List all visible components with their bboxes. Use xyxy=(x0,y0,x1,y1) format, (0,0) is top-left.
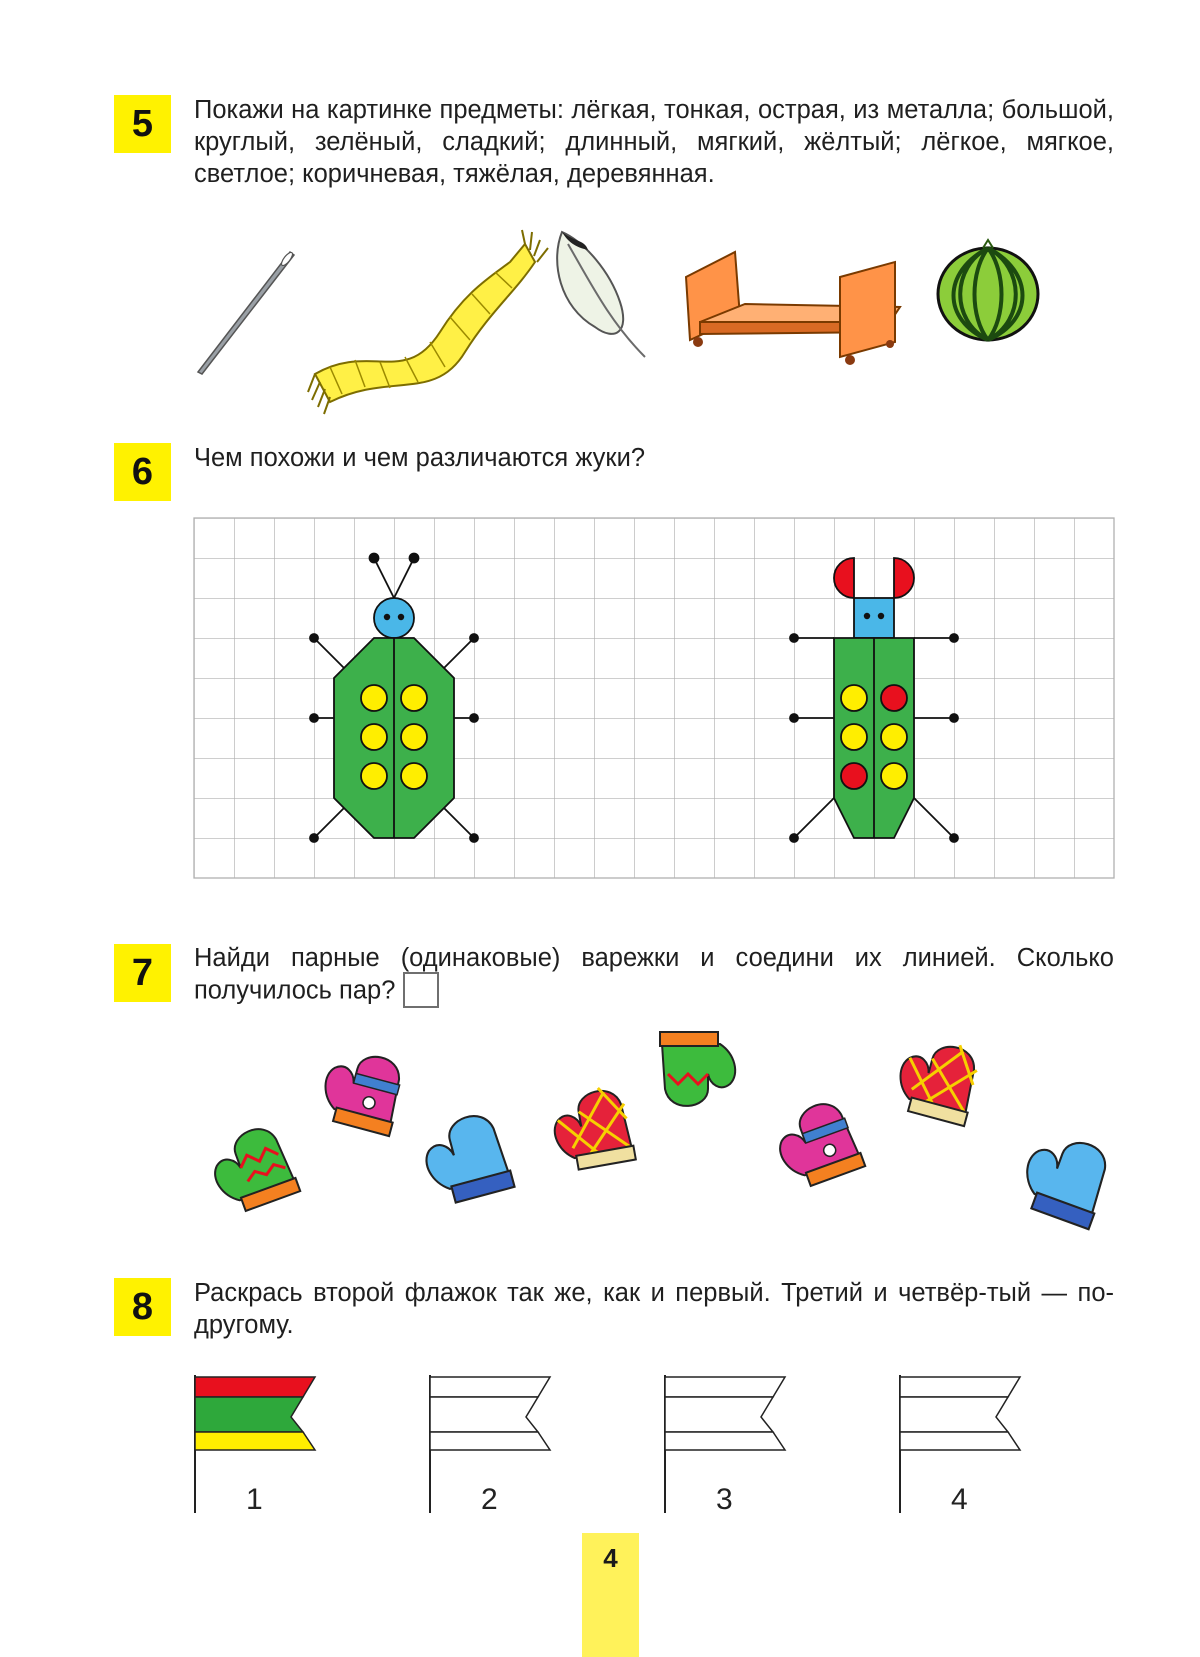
task-5-number: 5 xyxy=(114,95,171,153)
task-7-text xyxy=(194,942,1114,1010)
answer-box[interactable] xyxy=(403,972,439,1008)
mitten-red-plaid-2 xyxy=(891,1032,984,1126)
beetle-grid xyxy=(194,518,1114,878)
task-8-text: Раскрась второй флажок так же, как и первый. Третий и четвёр-тый — по-другому. xyxy=(194,1279,1114,1339)
task-7-number: 7 xyxy=(114,944,171,1002)
needle-illustration xyxy=(198,251,294,374)
mitten-green-2 xyxy=(660,1032,735,1106)
task-5-objects xyxy=(190,222,1110,417)
flag-3-label: 3 xyxy=(716,1483,733,1516)
page-number: 4 xyxy=(582,1533,639,1657)
task-7-text-content: Найди парные (одинаковые) варежки и соедини их линией. Сколько получилось пар? xyxy=(194,944,1114,1005)
mitten-green-1 xyxy=(204,1122,300,1217)
flags-row xyxy=(190,1375,1050,1515)
mitten-pink-2 xyxy=(769,1097,865,1192)
task-6-text: Чем похожи и чем различаются жуки? xyxy=(194,444,646,472)
flag-2-label: 2 xyxy=(481,1483,498,1516)
task-5-text: Покажи на картинке предметы: лёгкая, тонкая, острая, из металла; большой, круглый, зелёный, сладкий; длинный, мягкий, жёлтый; лёгкое, мягкое, светлое; коричневая, тяжёлая, деревянная. xyxy=(194,96,1114,188)
feather-illustration xyxy=(557,232,645,357)
mitten-pink-1 xyxy=(316,1045,408,1136)
task-8-number: 8 xyxy=(114,1278,171,1336)
scarf-illustration xyxy=(308,230,548,414)
task-6-number: 6 xyxy=(114,443,171,501)
mitten-red-plaid-1 xyxy=(548,1084,635,1173)
watermelon-illustration xyxy=(938,240,1038,340)
mittens-group xyxy=(190,1030,1110,1240)
flag-4-label: 4 xyxy=(951,1483,968,1516)
flag-1-label: 1 xyxy=(246,1483,263,1516)
mitten-blue-1 xyxy=(418,1110,515,1207)
mitten-blue-2 xyxy=(1014,1127,1115,1229)
bed-illustration xyxy=(686,252,900,365)
